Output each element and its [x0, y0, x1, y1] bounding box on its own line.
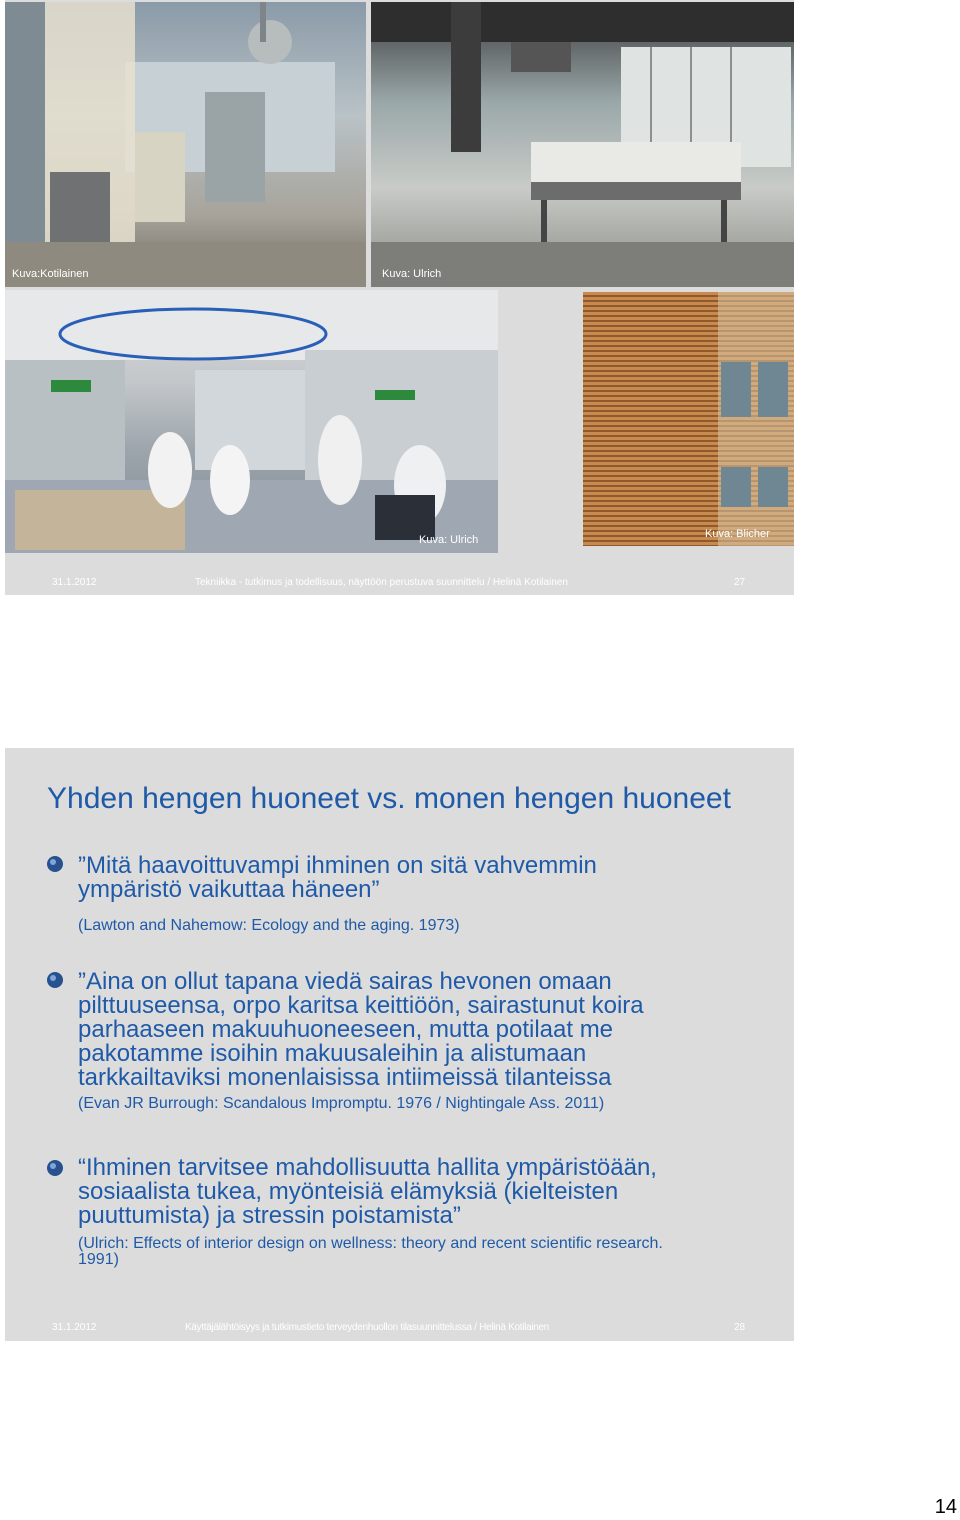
- footer-date: 31.1.2012: [52, 577, 97, 588]
- bullet-icon: [45, 970, 65, 990]
- hospital-room-illustration: [5, 2, 366, 287]
- source-line: (Ulrich: Effects of interior design on wellness: theory and recent scientific research.: [78, 1235, 663, 1252]
- quote-line: ”Mitä haavoittuvampi ihminen on sitä vahvemmin: [78, 852, 597, 879]
- wooden-facade-illustration: [583, 292, 794, 546]
- source-line: 1991): [78, 1251, 119, 1268]
- footer-date: 31.1.2012: [52, 1322, 97, 1333]
- hospital-bed-photo: [371, 2, 794, 287]
- quote-text: [78, 854, 597, 902]
- quote-line: ympäristö vaikuttaa häneen”: [78, 876, 380, 903]
- nurse-station-illustration: [5, 290, 498, 553]
- quote-line: pakotamme isoihin makuusaleihin ja alistumaan: [78, 1040, 587, 1067]
- bullet-icon: [45, 1158, 65, 1178]
- quote-line: parhaaseen makuuhuoneeseen, mutta potilaat me: [78, 1016, 614, 1043]
- wooden-facade-photo: [583, 292, 794, 546]
- photo-credit: Kuva: Ulrich: [382, 268, 442, 280]
- footer-text: Käyttäjälähtöisyys ja tutkimustieto terveydenhuollon tilasuunnittelussa / Helinä Kotilainen: [185, 1322, 550, 1333]
- slide-title: Yhden hengen huoneet vs. monen hengen huoneet: [47, 782, 731, 815]
- quote-source: [78, 1096, 604, 1112]
- photo-credit: Kuva:Kotilainen: [12, 268, 89, 280]
- quote-text: [78, 970, 644, 1090]
- quote-line: puuttumista) ja stressin poistamista”: [78, 1202, 461, 1229]
- footer-text: Tekniikka - tutkimus ja todellisuus, näyttöön perustuva suunnittelu / Helinä Kotilainen: [195, 577, 568, 588]
- source-line: (Evan JR Burrough: Scandalous Impromptu. 1976 / Nightingale Ass. 2011): [78, 1095, 605, 1112]
- quote-line: pilttuuseensa, orpo karitsa keittiöön, sairastunut koira: [78, 992, 644, 1019]
- footer-page-number: 28: [734, 1322, 746, 1333]
- quote-text: [78, 1156, 657, 1228]
- quote-line: “Ihminen tarvitsee mahdollisuutta hallita ympäristöään,: [78, 1154, 657, 1181]
- photo-credit: Kuva: Blicher: [705, 528, 770, 540]
- slide-28: [5, 748, 794, 1341]
- source-line: (Lawton and Nahemow: Ecology and the aging. 1973): [78, 917, 460, 934]
- photo-credit: Kuva: Ulrich: [419, 534, 479, 546]
- hospital-room-photo: [5, 2, 366, 287]
- quote-line: tarkkailtaviksi monenlaisissa intiimeissä tilanteissa: [78, 1064, 612, 1091]
- bullet-icon: [45, 854, 65, 874]
- quote-source: [78, 918, 460, 934]
- nurse-station-photo: [5, 290, 498, 553]
- footer-page-number: 27: [734, 577, 746, 588]
- document-page-number: 14: [934, 1496, 957, 1518]
- hospital-bed-illustration: [371, 2, 794, 287]
- quote-line: ”Aina on ollut tapana viedä sairas hevonen omaan: [78, 968, 612, 995]
- slide-27: [5, 0, 794, 595]
- quote-source: [78, 1236, 663, 1268]
- quote-line: sosiaalista tukea, myönteisiä elämyksiä (kielteisten: [78, 1178, 619, 1205]
